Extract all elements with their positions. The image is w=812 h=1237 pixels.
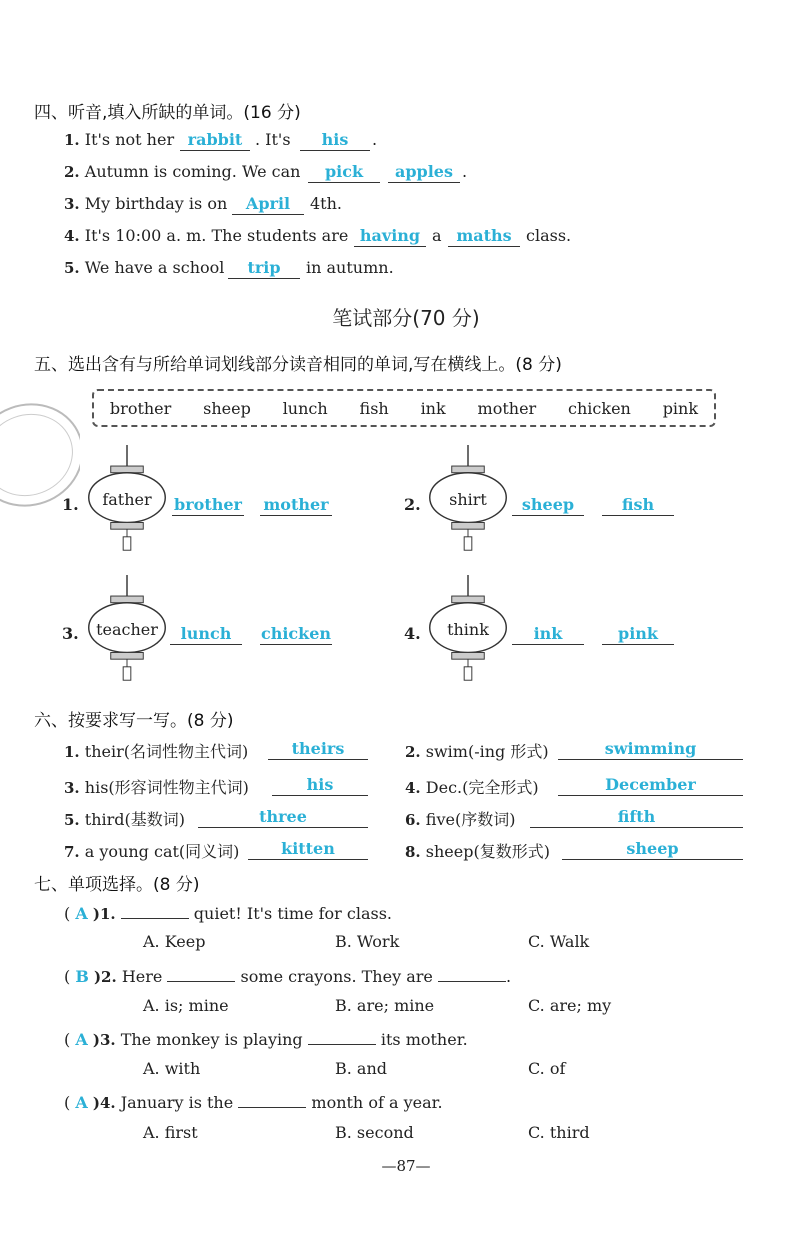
s6-item2: 2. swim(-ing 形式) [405, 742, 549, 761]
s4-item3: 3. My birthday is on [64, 194, 228, 213]
s4-item2: 2. Autumn is coming. We can [64, 162, 301, 181]
s7-q1-opt-c[interactable]: C. Walk [528, 932, 590, 951]
word-bank-item: ink [420, 398, 446, 418]
s7-q3-answer[interactable]: A [75, 1030, 88, 1049]
lantern2-answer1[interactable]: sheep [512, 495, 584, 516]
word-bank-item: mother [477, 398, 537, 418]
s6-item8: 8. sheep(复数形式) [405, 842, 550, 861]
s7-q4-blank [238, 1091, 306, 1108]
s7-q3-blank [308, 1028, 376, 1045]
s4-item5: 5. We have a school [64, 258, 225, 277]
s7-q2: ( B )2. Here some crayons. They are . [64, 967, 512, 986]
lantern1-num: 1. [62, 495, 79, 514]
word-bank [92, 389, 716, 427]
s6-item3-answer[interactable]: his [272, 775, 368, 796]
written-part-title: 笔试部分(70 分) [332, 306, 480, 330]
s6-item6: 6. five(序数词) [405, 810, 516, 829]
s4-item3-answer1[interactable]: April [232, 194, 304, 215]
lantern1-answer1[interactable]: brother [172, 495, 244, 516]
s7-q3-opt-a[interactable]: A. with [143, 1059, 201, 1078]
s7-q1-opt-a[interactable]: A. Keep [143, 932, 206, 951]
s7-q2-opt-c[interactable]: C. are; my [528, 996, 612, 1015]
s7-q1-opt-b[interactable]: B. Work [335, 932, 400, 951]
lantern2-num: 2. [404, 495, 421, 514]
s6-item4: 4. Dec.(完全形式) [405, 778, 539, 797]
lantern4-word: think [447, 620, 489, 639]
section4-title: 四、听音,填入所缺的单词。(16 分) [34, 103, 301, 123]
lantern4-answer2[interactable]: pink [602, 624, 674, 645]
s4-item4-mid: a [432, 226, 442, 245]
s4-item1-end: . [372, 130, 378, 149]
s7-q3-opt-c[interactable]: C. of [528, 1059, 566, 1078]
s7-q2-answer[interactable]: B [75, 967, 89, 986]
lantern3-num: 3. [62, 624, 79, 643]
s7-q4-opt-c[interactable]: C. third [528, 1123, 590, 1142]
s4-item5-end: in autumn. [306, 258, 394, 277]
lantern4-num: 4. [404, 624, 421, 643]
lantern3-answer1[interactable]: lunch [170, 624, 242, 645]
s6-item4-answer[interactable]: December [558, 775, 743, 796]
s4-item5-answer1[interactable]: trip [228, 258, 300, 279]
s6-item7: 7. a young cat(同义词) [64, 842, 240, 861]
s7-q2-blank2 [438, 965, 506, 982]
s7-q4-opt-a[interactable]: A. first [143, 1123, 198, 1142]
word-bank-item: lunch [282, 398, 328, 418]
s7-q1-answer[interactable]: A [75, 904, 88, 923]
word-bank-item: pink [662, 398, 699, 418]
lantern4-answer1[interactable]: ink [512, 624, 584, 645]
s4-item1-mid: . It's [255, 130, 291, 149]
s7-q3-opt-b[interactable]: B. and [335, 1059, 388, 1078]
s4-item1-answer1[interactable]: rabbit [180, 130, 250, 151]
s6-item2-answer[interactable]: swimming [558, 739, 743, 760]
lantern1-answer2[interactable]: mother [260, 495, 332, 516]
lantern3-answer2[interactable]: chicken [260, 624, 332, 643]
word-bank-item: fish [359, 398, 389, 418]
lantern1-word: father [102, 490, 152, 509]
s4-item2-answer1[interactable]: pick [308, 162, 380, 183]
word-bank-item: sheep [203, 398, 251, 418]
lantern2-answer2[interactable]: fish [602, 495, 674, 516]
word-bank-item: brother [109, 398, 172, 418]
s7-q2-opt-b[interactable]: B. are; mine [335, 996, 435, 1015]
s4-item2-end: . [462, 162, 468, 181]
s7-q2-blank1 [167, 965, 235, 982]
s7-q1-blank [121, 902, 189, 919]
lantern3-word: teacher [96, 620, 158, 639]
s4-item3-end: 4th. [310, 194, 342, 213]
section7-title: 七、单项选择。(8 分) [34, 875, 200, 895]
s6-item6-answer[interactable]: fifth [530, 807, 743, 828]
s4-item1-answer2[interactable]: his [300, 130, 370, 151]
s6-item1: 1. their(名词性物主代词) [64, 742, 249, 761]
s6-item1-answer[interactable]: theirs [268, 739, 368, 760]
s6-item5: 5. third(基数词) [64, 810, 185, 829]
section6-title: 六、按要求写一写。(8 分) [34, 711, 234, 731]
s6-item7-answer[interactable]: kitten [248, 839, 368, 860]
s6-item3: 3. his(形容词性物主代词) [64, 778, 249, 797]
s4-item1: 1. It's not her [64, 130, 175, 149]
s7-q4-opt-b[interactable]: B. second [335, 1123, 414, 1142]
s4-item2-answer2[interactable]: apples [388, 162, 460, 183]
s7-q3: ( A )3. The monkey is playing its mother. [64, 1030, 468, 1049]
s4-item4-answer2[interactable]: maths [448, 226, 520, 247]
s4-item4-answer1[interactable]: having [354, 226, 426, 247]
word-bank-item: chicken [568, 398, 631, 418]
lantern2-word: shirt [449, 490, 487, 509]
s7-q4-answer[interactable]: A [75, 1093, 88, 1112]
s7-q2-opt-a[interactable]: A. is; mine [143, 996, 229, 1015]
s7-q4: ( A )4. January is the month of a year. [64, 1093, 443, 1112]
s6-item8-answer[interactable]: sheep [562, 839, 743, 860]
s4-item4-end: class. [526, 226, 572, 245]
section5-title: 五、选出含有与所给单词划线部分读音相同的单词,写在横线上。(8 分) [34, 355, 562, 375]
s4-item4: 4. It's 10:00 a. m. The students are [64, 226, 349, 245]
s6-item5-answer[interactable]: three [198, 807, 368, 828]
page-number: —87— [381, 1157, 431, 1175]
s7-q1: ( A )1. quiet! It's time for class. [64, 904, 393, 923]
